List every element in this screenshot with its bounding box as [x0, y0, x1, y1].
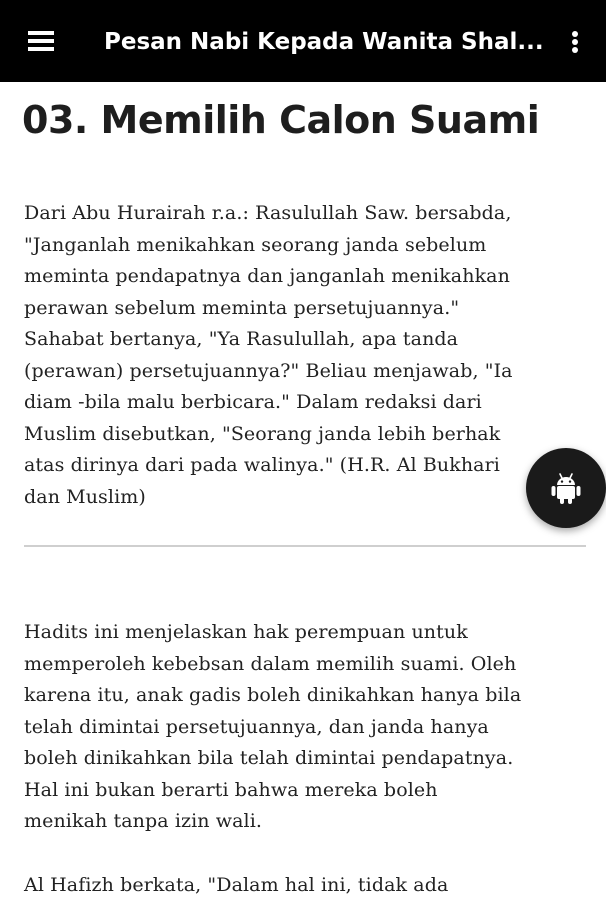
text-line: memperoleh kebebsan dalam memilih suami. Oleh	[24, 652, 517, 675]
text-line: Hadits ini menjelaskan hak perempuan untuk	[24, 621, 468, 643]
text-line: boleh dinikahkan bila telah dimintai pendapatnya.	[24, 747, 514, 769]
article-content[interactable]	[0, 82, 606, 900]
text-line: karena itu, anak gadis boleh dinikahkan hanya bila	[24, 684, 522, 706]
section-divider	[24, 545, 586, 547]
text-line: perawan sebelum meminta persetujuannya."	[24, 296, 460, 319]
text-line: Dari Abu Hurairah r.a.: Rasulullah Saw. bersabda,	[24, 202, 512, 224]
explanation-paragraph	[24, 617, 521, 838]
text-line: menikah tanpa izin wali.	[24, 810, 263, 832]
app-toolbar	[0, 0, 606, 82]
text-line: diam -bila malu berbicara." Dalam redaksi dari	[24, 391, 482, 413]
more-vert-icon[interactable]	[562, 22, 588, 60]
text-line: Sahabat bertanya, "Ya Rasulullah, apa tanda	[24, 328, 459, 350]
toolbar-title: Pesan Nabi Kepada Wanita Shal...	[104, 29, 544, 55]
text-line: Al Hafizh berkata, "Dalam hal ini, tidak ada	[24, 874, 449, 896]
text-line: Hal ini bukan berarti bahwa mereka boleh	[24, 778, 438, 801]
android-icon	[550, 472, 582, 506]
text-line: telah dimintai persetujuannya, dan janda hanya	[24, 715, 489, 738]
text-line: meminta pendapatnya dan janganlah menikahkan	[24, 265, 510, 287]
article-title: 03. Memilih Calon Suami	[22, 98, 540, 142]
text-line: Muslim disebutkan, "Seorang janda lebih berhak	[24, 422, 501, 445]
quote-paragraph	[24, 870, 448, 900]
hamburger-menu-icon[interactable]	[16, 22, 56, 60]
text-line: dan Muslim)	[24, 485, 146, 508]
text-line: (perawan) persetujuannya?" Beliau menjawab, "Ia	[24, 359, 513, 382]
hadith-paragraph	[24, 198, 513, 513]
text-line: "Janganlah menikahkan seorang janda sebelum	[24, 233, 487, 256]
android-fab-button[interactable]	[526, 448, 606, 528]
text-line: atas dirinya dari pada walinya." (H.R. Al Bukhari	[24, 454, 500, 476]
